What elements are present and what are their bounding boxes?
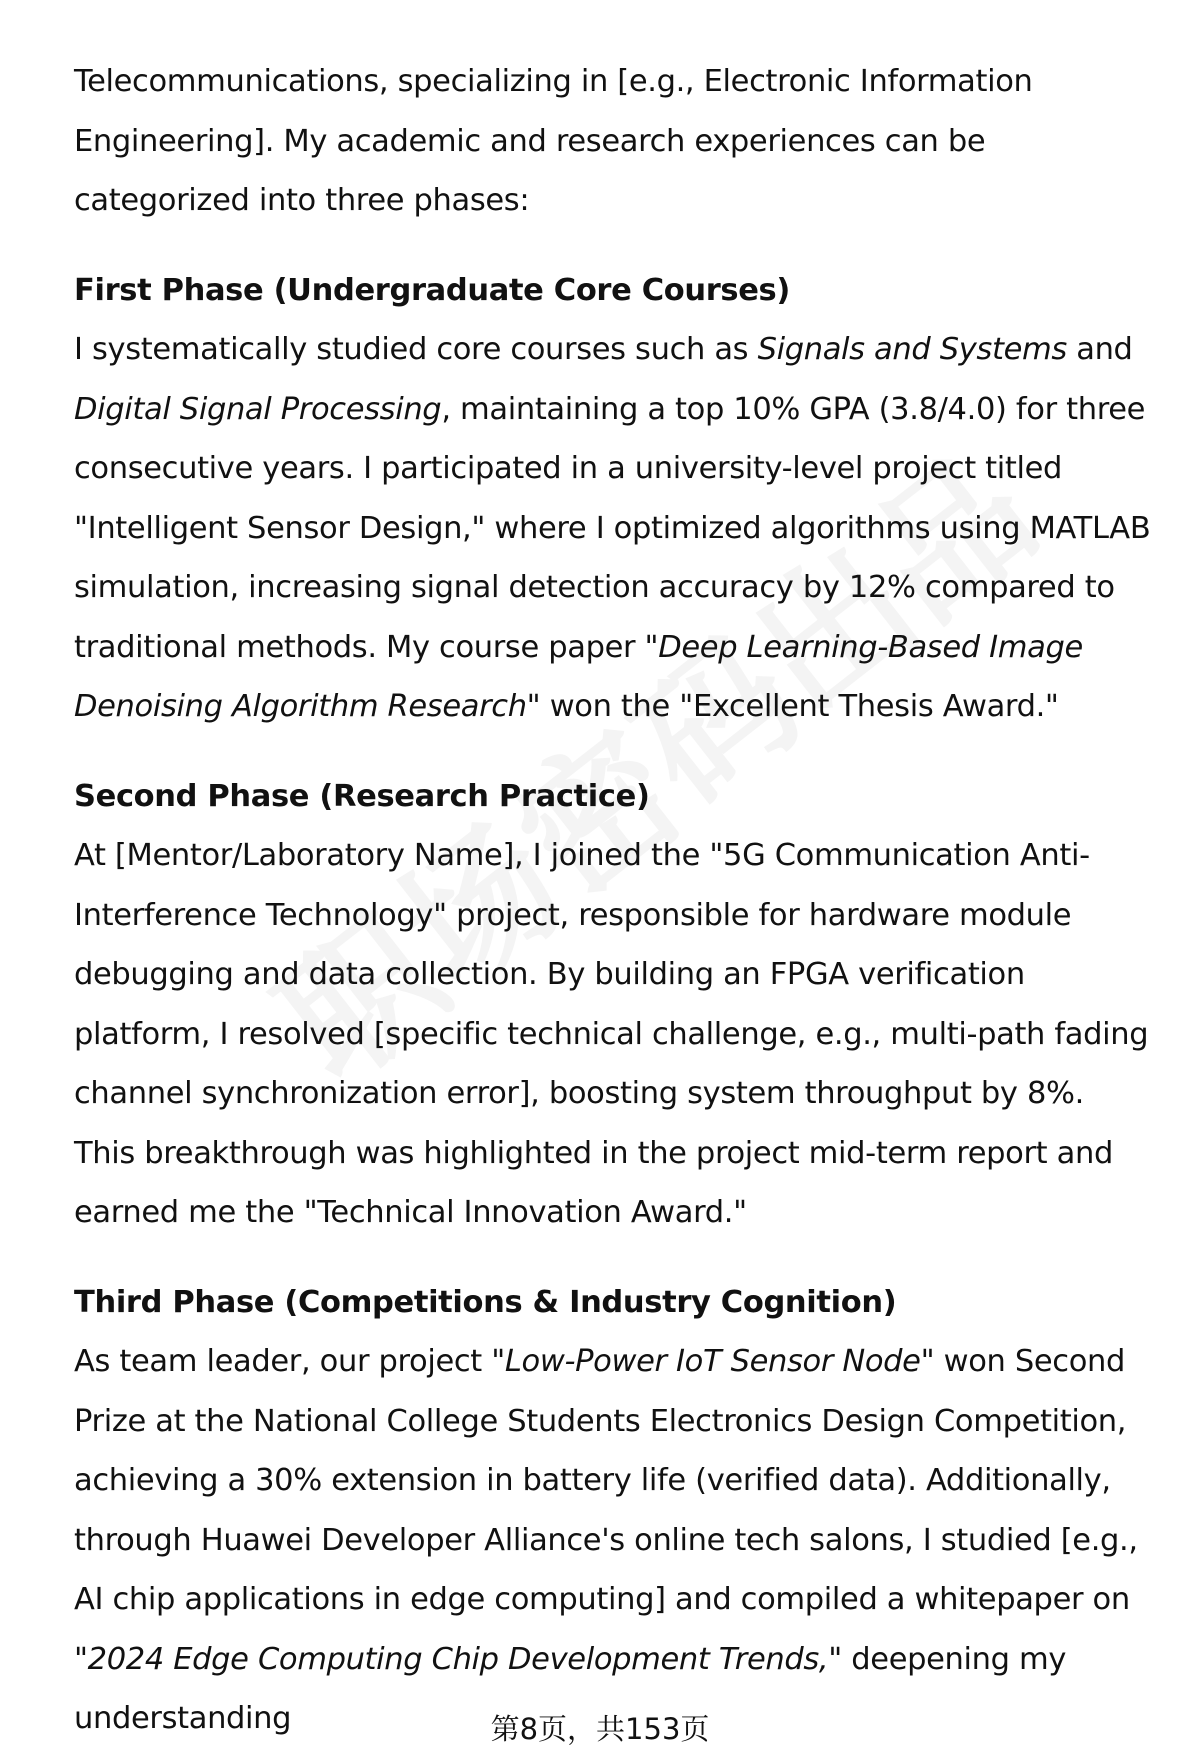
phase-1-paragraph [74,320,1154,737]
phase-1-heading: First Phase (Undergraduate Core Courses) [74,272,790,308]
course-title-signals: Signals and Systems [757,332,1067,367]
phase-2-heading: Second Phase (Research Practice) [74,778,650,814]
course-title-dsp: Digital Signal Processing [74,391,442,427]
paper-title: "Deep Learning-Based Image Denoising Algorithm Research" [74,629,1083,724]
phase-3-text: deepening my understanding [74,1641,1067,1736]
phase-3-paragraph [74,1332,1154,1749]
project-title: "Low-Power IoT Sensor Node" [491,1344,935,1379]
phase-1-text: I systematically studied core courses such as [74,332,758,367]
phase-1-text: , maintaining a top 10% GPA (3.8/4.0) for three consecutive years. I participated in a university-level project titled "Intelligent Sensor Design," where I optimized algorithms using MATLAB simulation, increasing signal detection accuracy by 12% compared to traditional methods. My course paper [74,391,1151,665]
phase-3-heading: Third Phase (Competitions & Industry Cognition) [74,1284,897,1320]
whitepaper-title: "2024 Edge Computing Chip Development Trends," [74,1641,842,1677]
page-number-footer: 第8页，共153页 [490,1712,710,1746]
phase-1-text: won the "Excellent Thesis Award." [540,689,1059,724]
intro-paragraph: Telecommunications, specializing in [e.g., Electronic Information Engineering]. My academic and research experiences can be categorized into three phases: [74,64,1033,218]
phase-3-text: won Second Prize at the National College Students Electronics Design Competition, achieving a 30% extension in battery life (verified data). Additionally, through Huawei Developer Alliance's online tech salons, I studied [e.g., AI chip applications in edge computing] and compiled a whitepaper on [74,1344,1138,1617]
phase-2-section [74,767,1154,1243]
document-page [74,52,1154,1749]
phase-1-section [74,261,1154,737]
phase-1-text: and [1066,332,1133,367]
phase-2-paragraph: At [Mentor/Laboratory Name], I joined the "5G Communication Anti-Interference Technology" project, responsible for hardware module debugging and data collection. By building an FPGA verification platform, I resolved [specific technical challenge, e.g., multi-path fading channel synchronization error], boosting system throughput by 8%. This breakthrough was highlighted in the project mid-term report and earned me the "Technical Innovation Award." [74,838,1149,1230]
phase-3-text: As team leader, our project [74,1344,492,1379]
phase-3-section [74,1273,1154,1749]
